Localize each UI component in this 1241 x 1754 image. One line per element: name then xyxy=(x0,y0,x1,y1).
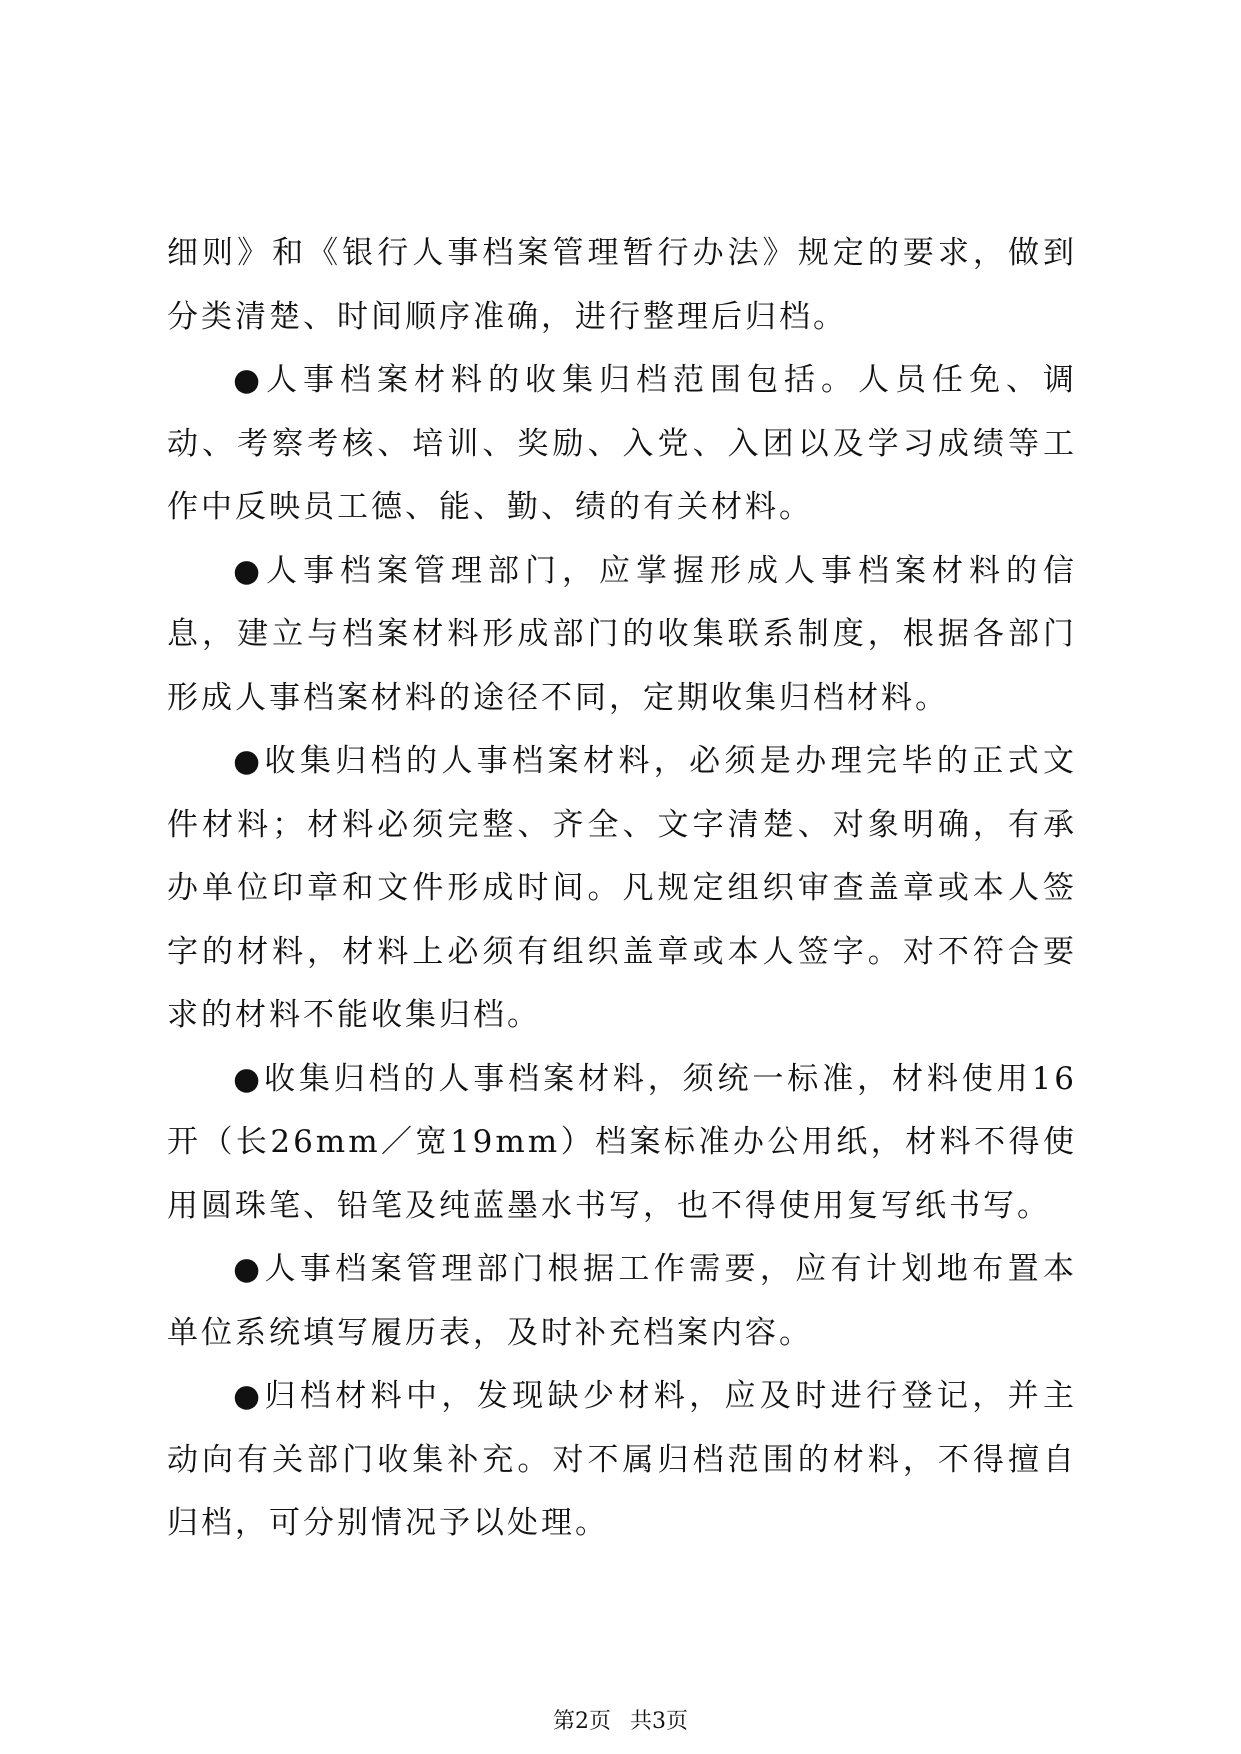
paragraph-7: ●归档材料中，发现缺少材料，应及时进行登记，并主动向有关部门收集补充。对不属归档范围的材料，不得擅自归档，可分别情况予以处理。 xyxy=(167,1378,1077,1541)
paragraph-5: ●收集归档的人事档案材料，须统一标准，材料使用16开（长26mm／宽19mm）档案标准办公用纸，材料不得使用圆珠笔、铅笔及纯蓝墨水书写，也不得使用复写纸书写。 xyxy=(167,1060,1077,1224)
paragraph-3: ●人事档案管理部门，应掌握形成人事档案材料的信息，建立与档案材料形成部门的收集联系制度，根据各部门形成人事档案材料的途径不同，定期收集归档材料。 xyxy=(167,552,1077,716)
page-footer xyxy=(0,1708,1241,1736)
paragraph-4: ●收集归档的人事档案材料，必须是办理完毕的正式文件材料；材料必须完整、齐全、文字清楚、对象明确，有承办单位印章和文件形成时间。凡规定组织审查盖章或本人签字的材料，材料上必须有组织盖章或本人签字。对不符合要求的材料不能收集归档。 xyxy=(167,743,1077,1033)
paragraph-6: ●人事档案管理部门根据工作需要，应有计划地布置本单位系统填写履历表，及时补充档案内容。 xyxy=(167,1251,1077,1351)
page-number: 第2页 xyxy=(553,1709,611,1734)
paragraph-1: 细则》和《银行人事档案管理暂行办法》规定的要求，做到分类清楚、时间顺序准确，进行整理后归档。 xyxy=(167,235,1077,335)
page-total: 共3页 xyxy=(630,1709,688,1734)
paragraph-2: ●人事档案材料的收集归档范围包括。人员任免、调动、考察考核、培训、奖励、入党、入团以及学习成绩等工作中反映员工德、能、勤、绩的有关材料。 xyxy=(167,362,1077,525)
document-body xyxy=(167,222,1077,1556)
